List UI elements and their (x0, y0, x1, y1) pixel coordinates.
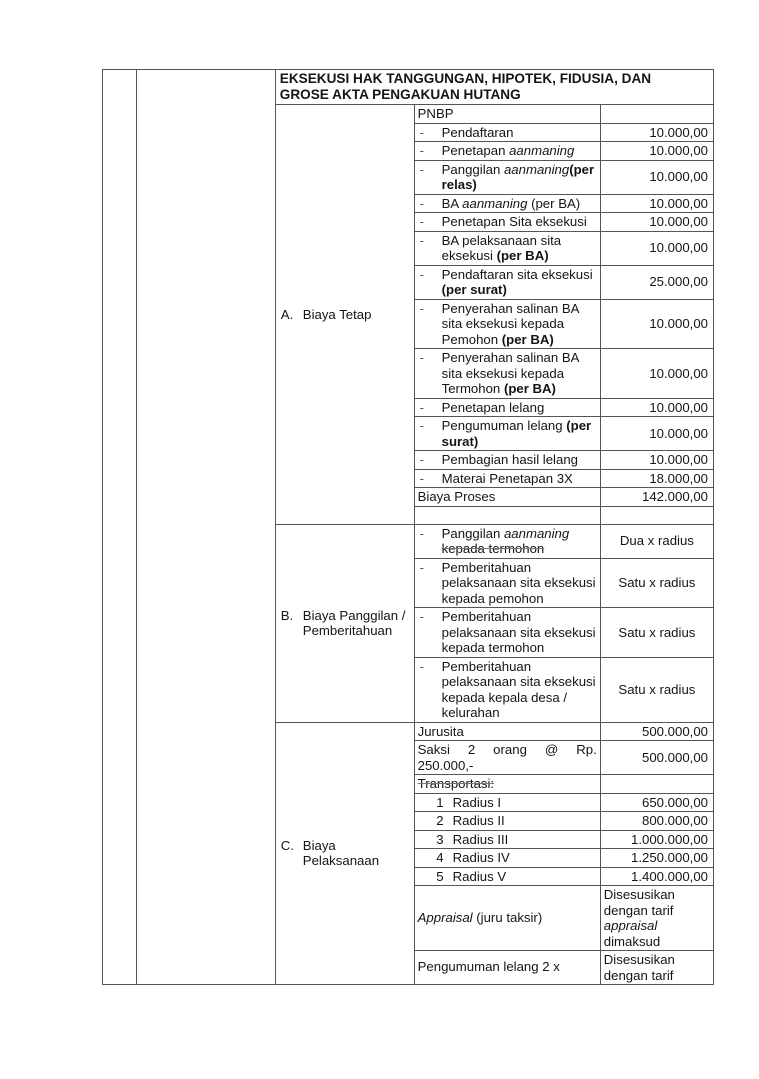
section-letter: A. (280, 306, 294, 322)
fee-amount: 10.000,00 (600, 349, 713, 399)
fee-description (414, 123, 600, 142)
fee-description (414, 213, 600, 232)
item-text-plain: Pemberitahuan pelaksanaan sita eksekusi kepada pemohon (441, 559, 596, 606)
item-label (442, 301, 597, 348)
fee-description (414, 469, 600, 488)
item-label (442, 350, 597, 397)
radius-name: Radius IV (452, 850, 510, 865)
fee-description (414, 417, 600, 451)
radius-amount: 1.250.000,00 (600, 849, 713, 868)
radius-item (418, 813, 597, 829)
item-description (418, 162, 597, 193)
section-label (279, 608, 411, 639)
fee-value: Satu x radius (600, 608, 713, 658)
item-label (442, 452, 597, 468)
item-text-plain: BA (441, 195, 463, 211)
radius-name: Radius II (452, 813, 505, 828)
fee-description (414, 299, 600, 349)
radius-label (414, 830, 600, 849)
section-a-label (275, 105, 414, 525)
transport-label: Transportasi: (414, 775, 600, 794)
fee-amount: 10.000,00 (600, 142, 713, 161)
item-label (442, 162, 597, 193)
item-description (418, 214, 597, 230)
fee-description (414, 160, 600, 194)
item-description (418, 301, 597, 348)
item-text-bold: (per relas) (441, 161, 595, 192)
item-label (442, 196, 597, 212)
item-text-plain: Panggilan (441, 525, 504, 541)
fee-description (414, 524, 600, 558)
appraisal-value-text: Disesusikan dengan tarif (603, 887, 675, 918)
radius-number: 2 (436, 813, 444, 828)
item-label (442, 560, 597, 607)
item-text-plain: Penyerahan salinan BA sita eksekusi kepada Termohon (441, 350, 579, 396)
item-label (442, 609, 597, 656)
item-text-plain: Penetapan Sita eksekusi (441, 214, 587, 229)
fee-description (414, 558, 600, 608)
dash-marker: - (419, 350, 425, 365)
item-label (442, 125, 597, 141)
section-letter: B. (280, 607, 294, 623)
fee-amount: 10.000,00 (600, 160, 713, 194)
dash-marker: - (419, 658, 425, 674)
item-text-plain: Pendaftaran (441, 124, 514, 140)
blank-column-1 (103, 70, 137, 985)
dash-marker: - (419, 399, 425, 415)
radius-number: 3 (436, 831, 444, 847)
fee-description (414, 657, 600, 722)
item-text-bold: (per surat) (441, 418, 592, 449)
item-text-italic: aanmaning (509, 143, 575, 158)
item-text-plain: Panggilan (441, 161, 504, 177)
section-label (279, 307, 411, 323)
fee-value: Dua x radius (600, 524, 713, 558)
item-text-plain: Penetapan (441, 143, 510, 158)
jurusita-amount: 500.000,00 (600, 722, 713, 741)
saksi-amount: 500.000,00 (600, 741, 713, 775)
item-text-italic: aanmaning (503, 161, 570, 177)
item-text-plain: Pengumuman lelang (441, 418, 567, 433)
item-description (418, 609, 597, 656)
fee-table (102, 69, 714, 985)
fee-description (414, 142, 600, 161)
dash-marker: - (419, 161, 425, 177)
pnbp-blank (600, 105, 713, 124)
item-text-plain: Penetapan lelang (441, 399, 545, 415)
title-line-2: GROSE AKTA PENGAKUAN HUTANG (279, 87, 521, 102)
item-label (442, 418, 597, 449)
item-description (418, 233, 597, 264)
appraisal-value-text-2: dimaksud (603, 933, 661, 949)
fee-amount: 10.000,00 (600, 299, 713, 349)
item-text-plain: Pemberitahuan pelaksanaan sita eksekusi kepada kepala desa / kelurahan (441, 658, 596, 720)
item-text-plain: Pemberitahuan pelaksanaan sita eksekusi kepada termohon (441, 609, 596, 655)
radius-label (414, 793, 600, 812)
dash-marker: - (419, 266, 425, 282)
title-row (103, 70, 714, 105)
dash-marker: - (419, 418, 425, 433)
radius-amount: 1.400.000,00 (600, 867, 713, 886)
section-label (279, 838, 411, 869)
fee-description (414, 194, 600, 213)
item-text-bold: (per BA) (501, 331, 554, 347)
empty-cell (414, 506, 600, 524)
dash-marker: - (419, 452, 425, 467)
fee-description (414, 608, 600, 658)
dash-marker: - (419, 300, 425, 316)
dash-marker: - (419, 124, 425, 140)
item-text-plain-2: kepada termohon (441, 541, 545, 556)
dash-marker: - (419, 143, 425, 158)
item-description (418, 350, 597, 397)
radius-label (414, 812, 600, 831)
radius-label (414, 867, 600, 886)
fee-description (414, 398, 600, 417)
radius-number: 4 (436, 850, 444, 865)
section-title: Biaya Tetap (302, 306, 372, 322)
fee-amount: 10.000,00 (600, 417, 713, 451)
item-description (418, 452, 597, 468)
biaya-proses-label: Biaya Proses (414, 488, 600, 507)
item-label (442, 526, 597, 557)
appraisal-italic: Appraisal (417, 910, 473, 926)
fee-description (414, 349, 600, 399)
radius-name: Radius I (452, 794, 502, 810)
section-c-label (275, 722, 414, 985)
item-text-bold: (per BA) (503, 381, 556, 396)
fee-description (414, 265, 600, 299)
dash-marker: - (419, 559, 425, 575)
item-description (418, 659, 597, 721)
dash-marker: - (419, 195, 425, 211)
appraisal-value (600, 886, 713, 951)
item-description (418, 267, 597, 298)
item-label (442, 267, 597, 298)
section-b-label (275, 524, 414, 722)
item-text-italic: aanmaning (462, 195, 528, 211)
biaya-proses-amount: 142.000,00 (600, 488, 713, 507)
dash-marker: - (419, 232, 425, 248)
fee-amount: 10.000,00 (600, 398, 713, 417)
item-text-plain-2: (per BA) (527, 195, 581, 211)
item-description (418, 400, 597, 416)
transport-blank (600, 775, 713, 794)
radius-amount: 650.000,00 (600, 793, 713, 812)
fee-description (414, 451, 600, 470)
item-text-plain: Pembagian hasil lelang (441, 452, 578, 467)
item-description (418, 196, 597, 212)
fee-table-document (102, 69, 714, 985)
item-label (442, 400, 597, 416)
fee-description (414, 231, 600, 265)
section-title: Biaya Panggilan / Pemberitahuan (302, 607, 406, 638)
radius-item (418, 869, 597, 885)
radius-number: 1 (436, 794, 444, 810)
item-description (418, 125, 597, 141)
radius-item (418, 795, 597, 811)
item-text-plain: Materai Penetapan 3X (441, 470, 573, 486)
fee-amount: 10.000,00 (600, 213, 713, 232)
pengumuman-value: Disesusikan dengan tarif (600, 951, 713, 985)
fee-value: Satu x radius (600, 558, 713, 608)
radius-number: 5 (436, 868, 444, 884)
fee-amount: 10.000,00 (600, 123, 713, 142)
item-description (418, 471, 597, 487)
section-title: Biaya Pelaksanaan (302, 837, 380, 869)
dash-marker: - (419, 609, 425, 624)
fee-amount: 18.000,00 (600, 469, 713, 488)
fee-amount: 25.000,00 (600, 265, 713, 299)
table-title (275, 70, 713, 105)
radius-name: Radius V (452, 868, 507, 884)
blank-column-2 (136, 70, 275, 985)
item-description (418, 418, 597, 449)
item-text-bold: (per surat) (441, 282, 507, 297)
pengumuman-label: Pengumuman lelang 2 x (414, 951, 600, 985)
fee-amount: 10.000,00 (600, 231, 713, 265)
item-description (418, 560, 597, 607)
item-text-plain: Pendaftaran sita eksekusi (441, 266, 593, 282)
jurusita-label: Jurusita (414, 722, 600, 741)
radius-amount: 800.000,00 (600, 812, 713, 831)
appraisal-plain: (juru taksir) (472, 910, 543, 926)
item-text-plain: Penyerahan salinan BA sita eksekusi kepada Pemohon (441, 300, 579, 347)
fee-amount: 10.000,00 (600, 194, 713, 213)
fee-value: Satu x radius (600, 657, 713, 722)
radius-amount: 1.000.000,00 (600, 830, 713, 849)
dash-marker: - (419, 470, 425, 486)
radius-item (418, 850, 597, 866)
radius-item (418, 832, 597, 848)
item-description (418, 526, 597, 557)
dash-marker: - (419, 214, 425, 229)
fee-amount: 10.000,00 (600, 451, 713, 470)
pnbp-header: PNBP (414, 105, 600, 124)
item-description (418, 143, 597, 159)
title-line-1: EKSEKUSI HAK TANGGUNGAN, HIPOTEK, FIDUSIA, DAN (279, 71, 652, 86)
radius-label (414, 849, 600, 868)
item-label (442, 143, 597, 159)
saksi-label: Saksi 2 orang @ Rp. 250.000,- (414, 741, 600, 775)
item-label (442, 659, 597, 721)
item-label (442, 214, 597, 230)
appraisal-value-italic: appraisal (603, 918, 658, 933)
item-text-italic: aanmaning (503, 525, 570, 541)
item-label (442, 471, 597, 487)
empty-cell (600, 506, 713, 524)
dash-marker: - (419, 525, 425, 541)
section-letter: C. (280, 837, 294, 853)
item-text-plain: BA pelaksanaan sita eksekusi (441, 232, 562, 263)
radius-name: Radius III (452, 831, 509, 847)
appraisal-label (414, 886, 600, 951)
item-text-bold: (per BA) (496, 248, 549, 263)
item-label (442, 233, 597, 264)
